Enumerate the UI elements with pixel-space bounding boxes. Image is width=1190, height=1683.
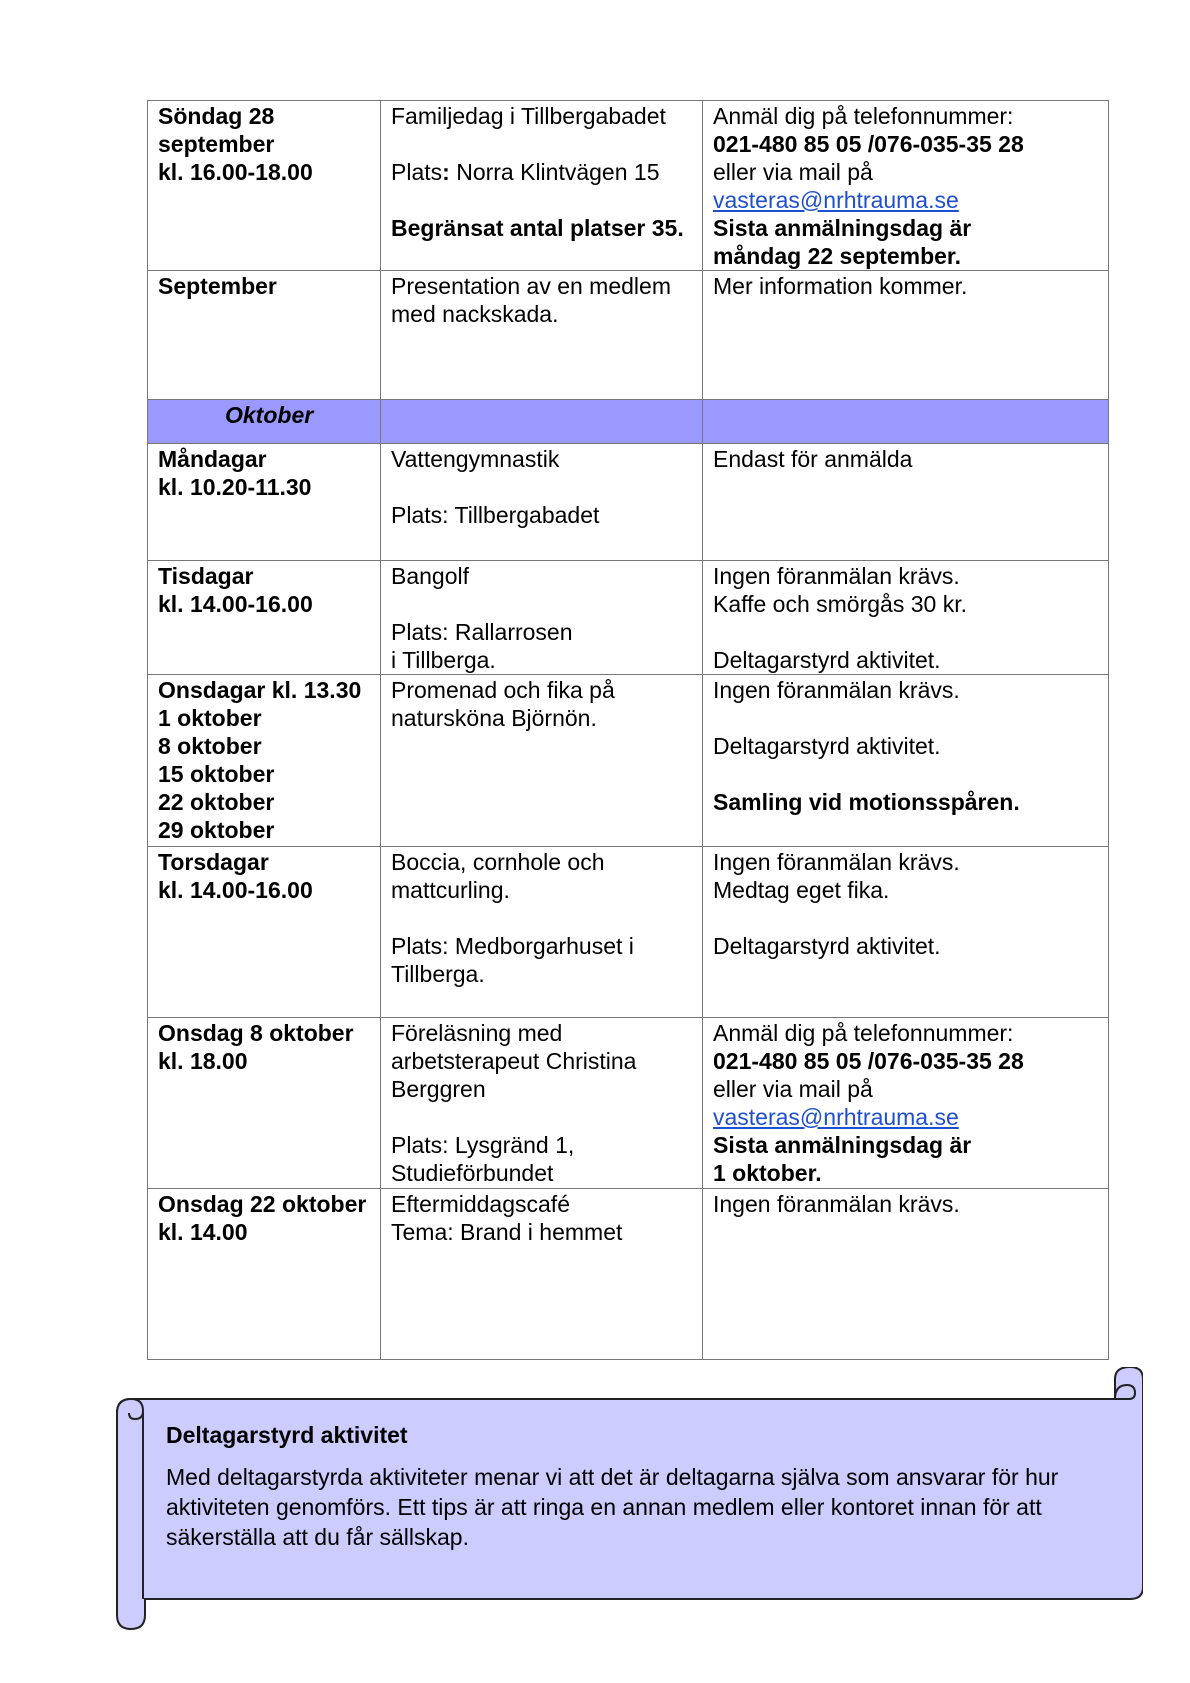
- phone-number: 021-480 85 05 /076-035-35 28: [713, 131, 1024, 157]
- what-cell: Promenad och fika på natursköna Björnön.: [381, 675, 703, 847]
- info-cell: Anmäl dig på telefonnummer: 021-480 85 05 /076-035-35 28 eller via mail på vasteras@nrhtrauma.se Sista anmälningsdag är måndag 22 september.: [703, 101, 1109, 271]
- activity-schedule-table: [147, 100, 1109, 1360]
- table-row: [148, 1018, 1109, 1189]
- table-row: [148, 1189, 1109, 1360]
- what-cell: Familjedag i Tillbergabadet Plats: Norra Klintvägen 15 Begränsat antal platser 35.: [381, 101, 703, 271]
- table-row: [148, 271, 1109, 400]
- note-body: Med deltagarstyrda aktiviteter menar vi att det är deltagarna själva som ansvarar för hur aktiviteten genomförs. Ett tips är att ringa en annan medlem eller kontoret innan för att säkerställa att du får sällskap.: [166, 1464, 1059, 1550]
- note-title: Deltagarstyrd aktivitet: [166, 1422, 408, 1448]
- when-cell: Onsdagar kl. 13.30 1 oktober 8 oktober 15 oktober 22 oktober 29 oktober: [148, 675, 381, 847]
- info-cell: Ingen föranmälan krävs.: [703, 1189, 1109, 1360]
- what-cell: Bangolf Plats: Rallarrosen i Tillberga.: [381, 561, 703, 675]
- table-row: [148, 847, 1109, 1018]
- when-cell: Söndag 28 september kl. 16.00-18.00: [148, 101, 381, 271]
- when-cell: Tisdagar kl. 14.00-16.00: [148, 561, 381, 675]
- table-row: [148, 561, 1109, 675]
- when-cell: Måndagar kl. 10.20-11.30: [148, 444, 381, 561]
- scroll-curl-top: [1115, 1385, 1135, 1399]
- month-header-row: [148, 400, 1109, 444]
- email-link[interactable]: vasteras@nrhtrauma.se: [713, 1104, 959, 1130]
- note-box: [166, 1420, 1126, 1552]
- info-cell: Ingen föranmälan krävs. Deltagarstyrd aktivitet. Samling vid motionsspåren.: [703, 675, 1109, 847]
- table-row: [148, 675, 1109, 847]
- what-cell: Boccia, cornhole och mattcurling. Plats: Medborgarhuset i Tillberga.: [381, 847, 703, 1018]
- what-cell: Eftermiddagscafé Tema: Brand i hemmet: [381, 1189, 703, 1360]
- phone-number: 021-480 85 05 /076-035-35 28: [713, 1048, 1024, 1074]
- table-row: [148, 101, 1109, 271]
- what-cell: Vattengymnastik Plats: Tillbergabadet: [381, 444, 703, 561]
- info-cell: Mer information kommer.: [703, 271, 1109, 400]
- what-cell: Presentation av en medlem med nackskada.: [381, 271, 703, 400]
- info-cell: Endast för anmälda: [703, 444, 1109, 561]
- info-cell: Ingen föranmälan krävs. Kaffe och smörgås 30 kr. Deltagarstyrd aktivitet.: [703, 561, 1109, 675]
- what-cell: Föreläsning med arbetsterapeut Christina Berggren Plats: Lysgränd 1, Studieförbundet: [381, 1018, 703, 1189]
- email-link[interactable]: vasteras@nrhtrauma.se: [713, 187, 959, 213]
- table-row: [148, 444, 1109, 561]
- when-cell: Onsdag 8 oktober kl. 18.00: [148, 1018, 381, 1189]
- info-cell: Anmäl dig på telefonnummer: 021-480 85 05 /076-035-35 28 eller via mail på vasteras@nrhtrauma.se Sista anmälningsdag är 1 oktober.: [703, 1018, 1109, 1189]
- when-cell: Onsdag 22 oktober kl. 14.00: [148, 1189, 381, 1360]
- when-cell: September: [148, 271, 381, 400]
- when-cell: Torsdagar kl. 14.00-16.00: [148, 847, 381, 1018]
- month-label: Oktober: [225, 402, 314, 428]
- info-cell: Ingen föranmälan krävs. Medtag eget fika. Deltagarstyrd aktivitet.: [703, 847, 1109, 1018]
